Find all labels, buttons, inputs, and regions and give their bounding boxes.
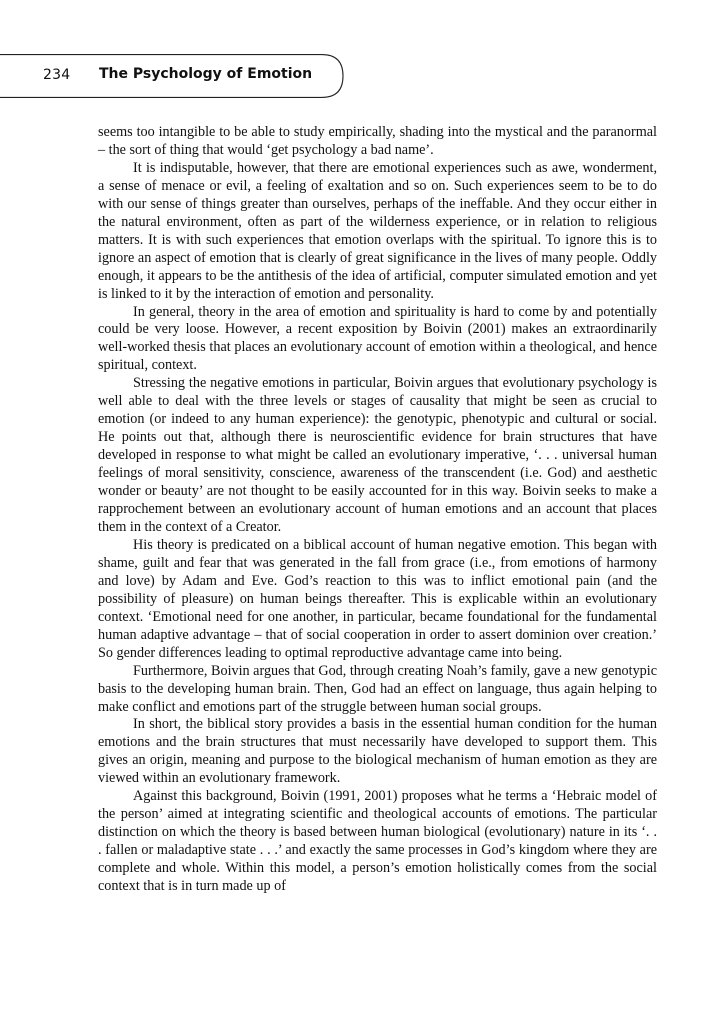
page-number: 234: [43, 67, 71, 83]
paragraph: Furthermore, Boivin argues that God, through creating Noah’s family, gave a new genotypic basis to the developing human brain. Then, God had an effect on language, thus again helping to make conflict and emotions part of the struggle between human social groups.: [98, 662, 658, 715]
paragraph: Against this background, Boivin (1991, 2001) proposes what he terms a ‘Hebraic model of the person’ aimed at integrating scientific and theological accounts of emotions. The particular distinction on which the theory is based between human biological (evolutionary) nature in its ‘. . . fallen or maladaptive state . . .’ and exactly the same processes in God’s kingdom where they are complete and whole. Within this model, a person’s emotion holistically comes from the social context that is in turn made up of: [98, 788, 657, 895]
paragraph: Stressing the negative emotions in particular, Boivin argues that evolutionary psychology is well able to deal with the three levels or stages of causality that might be seen as crucial to emotion (or indeed to any human experience): the genotypic, phenotypic and cultural or social. He points out that, although there is neuroscientific evidence for brain structures that have developed in response to what might be called an evolutionary imperative, ‘. . . universal human feelings of moral sensitivity, conscience, awareness of the transcendent (i.e. God) and aesthetic wonder or beauty’ are not thought to be easily accounted for in this way. Boivin seeks to make a rapprochement between an evolutionary account of human emotions and an account that places them in the context of a Creator.: [98, 375, 657, 535]
paragraph: In general, theory in the area of emotion and spirituality is hard to come by and potentially could be very loose. However, a recent exposition by Boivin (2001) makes an extraordinarily well-worked thesis that places an evolutionary account of emotion within a theological, and hence spiritual, context.: [98, 303, 657, 374]
paragraph: It is indisputable, however, that there are emotional experiences such as awe, wonderment, a sense of menace or evil, a feeling of exaltation and so on. Such experiences seem to be to do with our sense of things greater than ourselves, perhaps of the ineffable. And they occur either in the natural environment, often as part of the wilderness experience, or in relation to religious matters. It is with such experiences that emotion overlaps with the spiritual. To ignore this is to ignore an aspect of emotion that is clearly of great significance in the lives of many people. Oddly enough, it appears to be the antithesis of the idea of artificial, computer simulated emotion and yet is linked to it by the interaction of emotion and personality.: [98, 159, 657, 302]
running-title: The Psychology of Emotion: [99, 66, 313, 82]
paragraph: In short, the biblical story provides a basis in the essential human condition for the human emotions and the brain structures that must necessarily have developed to support them. This gives an origin, meaning and purpose to the biological mechanism of human emotion as they are viewed within an evolutionary framework.: [98, 716, 657, 787]
body-text: [98, 124, 657, 896]
paragraph-continuation: seems too intangible to be able to study empirically, shading into the mystical and the paranormal – the sort of thing that would ‘get psychology a bad name’.: [98, 124, 657, 158]
paragraph: His theory is predicated on a biblical account of human negative emotion. This began with shame, guilt and fear that was generated in the fall from grace (i.e., from emotions of harmony and love) by Adam and Eve. God’s reaction to this was to inflict emotional pain (and the possibility of pleasure) on human beings thereafter. This is explicable within an evolutionary context. ‘Emotional need for one another, in particular, became foundational for the fundamental human adaptive advantage – that of social cooperation in order to assert dominion over creation.’ So gender differences leading to optimal reproductive advantage came into being.: [98, 536, 657, 661]
